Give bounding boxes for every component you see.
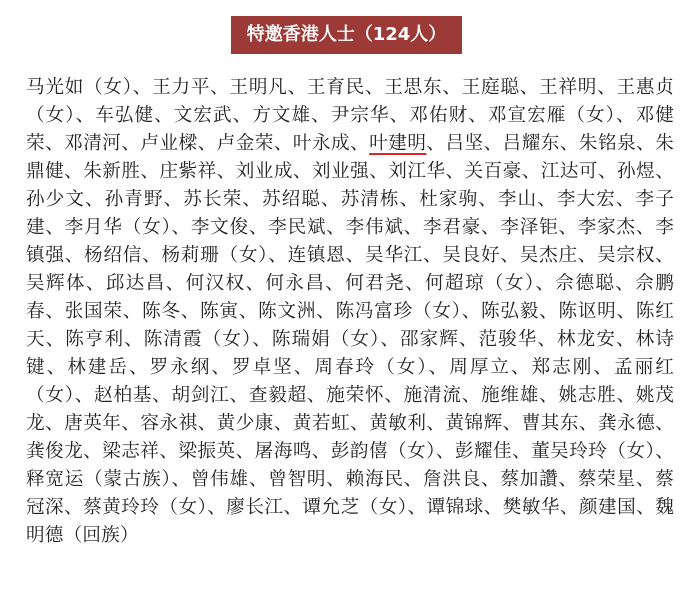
name-list-part-2: 、吕坚、吕耀东、朱铭泉、朱鼎健、朱新胜、庄紫祥、刘业成、刘业强、刘江华、关百豪、江达可、孙煜、孙少文、孙青野、苏长荣、苏绍聪、苏清栋、杜家驹、李山、李大宏、李子建、李月华（女）、李文俊、李民斌、李伟斌、李君豪、李泽钜、李家杰、李镇强、杨绍信、杨莉珊（女）、连镇恩、吴华江、吴良好、吴杰庄、吴宗权、吴辉体、邱达昌、何汉权、何永昌、何君尧、何超琼（女）、佘德聪、佘鹏春、张国荣、陈冬、陈寅、陈文洲、陈冯富珍（女）、陈弘毅、陈讴明、陈红天、陈亨利、陈清霞（女）、陈瑞娟（女）、邵家辉、范骏华、林龙安、林诗键、林建岳、罗永纲、罗卓坚、周春玲（女）、周厚立、郑志刚、孟丽红（女）、赵柏基、胡剑江、查毅超、施荣怀、施清流、施维雄、姚志胜、姚茂龙、唐英年、容永祺、黄少康、黄若虹、黄敏利、黄锦辉、曹其东、龚永德、龚俊龙、梁志祥、梁振英、屠海鸣、彭韵僖（女）、彭耀佳、董吴玲玲（女）、释宽运（蒙古族）、曾伟雄、曾智明、赖海民、詹洪良、蔡加讚、蔡荣星、蔡冠深、蔡黄玲玲（女）、廖长江、谭允芝（女）、谭锦球、樊敏华、颜建国、魏明德（回族） (26, 133, 674, 546)
name-list-part-1: 马光如（女）、王力平、王明凡、王育民、王思东、王庭聪、王祥明、王惠贞（女）、车弘健、文宏武、方文雄、尹宗华、邓佑财、邓宣宏雁（女）、邓健荣、邓清河、卢业樑、卢金荣、叶永成、 (26, 77, 674, 154)
highlighted-name: 叶建明 (369, 133, 427, 154)
name-list (26, 74, 674, 550)
section-title: 特邀香港人士（124人） (231, 16, 463, 54)
header (0, 16, 693, 54)
